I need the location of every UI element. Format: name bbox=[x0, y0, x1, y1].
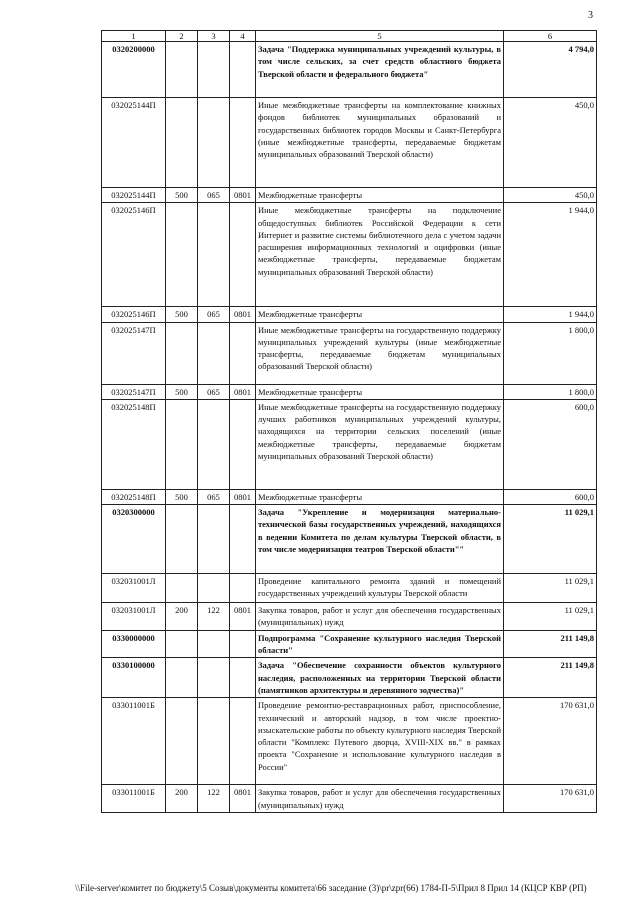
row-code-cell: 032025144П bbox=[102, 188, 166, 203]
row-rp-cell bbox=[230, 658, 256, 698]
header-cell: 3 bbox=[198, 31, 230, 42]
row-amount-cell: 170 631,0 bbox=[504, 698, 597, 785]
row-description-cell: Задача "Поддержка муниципальных учреждений культуры, в том числе сельских, за счет средств областного бюджета Тверской области и федерального бюджета" bbox=[256, 42, 504, 98]
table-row bbox=[102, 574, 597, 603]
row-amount-cell: 170 631,0 bbox=[504, 785, 597, 813]
row-amount-cell: 1 800,0 bbox=[504, 384, 597, 399]
row-description-cell: Межбюджетные трансферты bbox=[256, 188, 504, 203]
row-kvr-cell: 500 bbox=[166, 384, 198, 399]
row-ved-cell bbox=[198, 203, 230, 307]
header-cell: 1 bbox=[102, 31, 166, 42]
row-code-cell: 032025148П bbox=[102, 399, 166, 489]
row-description-cell: Иные межбюджетные трансферты на государственную поддержку муниципальных учреждений культуры (иные межбюджетные трансферты, передаваемые бюджетам муниципальных образований Тверской области) bbox=[256, 322, 504, 384]
row-code-cell: 032025148П bbox=[102, 489, 166, 504]
row-description-cell: Подпрограмма "Сохранение культурного наследия Тверской области" bbox=[256, 630, 504, 658]
row-rp-cell bbox=[230, 203, 256, 307]
row-rp-cell bbox=[230, 399, 256, 489]
row-ved-cell: 065 bbox=[198, 307, 230, 322]
row-description-cell: Проведение ремонтно-реставрационных работ, приспособление, технический и авторский надзор, в том числе проектно-изыскательские работы по объекту культурного наследия Тверской области "Комплекс Путевого дворца, XVIII-XIX вв." в рамках проекта "Сохранение и использование культурного наследия в России" bbox=[256, 698, 504, 785]
row-rp-cell: 0801 bbox=[230, 307, 256, 322]
row-ved-cell bbox=[198, 698, 230, 785]
row-ved-cell bbox=[198, 574, 230, 603]
row-amount-cell: 11 029,1 bbox=[504, 505, 597, 574]
row-ved-cell bbox=[198, 630, 230, 658]
table-row bbox=[102, 384, 597, 399]
table-row bbox=[102, 203, 597, 307]
file-path-footer: \\File-server\комитет по бюджету\5 Созыв\документы комитета\66 заседание (3)\pr\zpr(66) 1784-П-5\Прил 8 Прил 14 (КЦСР КВР (РП) bbox=[75, 883, 587, 893]
row-amount-cell: 1 944,0 bbox=[504, 203, 597, 307]
header-cell: 6 bbox=[504, 31, 597, 42]
row-kvr-cell bbox=[166, 322, 198, 384]
table-row bbox=[102, 630, 597, 658]
row-description-cell: Иные межбюджетные трансферты на государственную поддержку лучших работников муниципальных учреждений культуры, находящихся на территории сельских поселений (иные межбюджетные трансферты, передаваемые бюджетам муниципальных образований Тверской области) bbox=[256, 399, 504, 489]
row-code-cell: 0330000000 bbox=[102, 630, 166, 658]
row-ved-cell: 122 bbox=[198, 603, 230, 631]
row-ved-cell bbox=[198, 505, 230, 574]
row-kvr-cell: 200 bbox=[166, 785, 198, 813]
row-kvr-cell bbox=[166, 505, 198, 574]
row-kvr-cell bbox=[166, 203, 198, 307]
row-amount-cell: 211 149,8 bbox=[504, 658, 597, 698]
header-row bbox=[102, 31, 597, 42]
row-code-cell: 032031001Л bbox=[102, 603, 166, 631]
table-row bbox=[102, 98, 597, 188]
table-row bbox=[102, 505, 597, 574]
table-row bbox=[102, 322, 597, 384]
table-row bbox=[102, 658, 597, 698]
row-rp-cell bbox=[230, 574, 256, 603]
row-ved-cell bbox=[198, 322, 230, 384]
row-rp-cell: 0801 bbox=[230, 489, 256, 504]
row-amount-cell: 11 029,1 bbox=[504, 574, 597, 603]
row-rp-cell bbox=[230, 630, 256, 658]
table-row bbox=[102, 42, 597, 98]
row-kvr-cell bbox=[166, 399, 198, 489]
header-cell: 5 bbox=[256, 31, 504, 42]
row-description-cell: Проведение капитального ремонта зданий и помещений государственных учреждений культуры Тверской области bbox=[256, 574, 504, 603]
row-description-cell: Закупка товаров, работ и услуг для обеспечения государственных (муниципальных) нужд bbox=[256, 785, 504, 813]
row-amount-cell: 211 149,8 bbox=[504, 630, 597, 658]
row-rp-cell bbox=[230, 42, 256, 98]
row-amount-cell: 450,0 bbox=[504, 188, 597, 203]
header-cell: 4 bbox=[230, 31, 256, 42]
table-row bbox=[102, 399, 597, 489]
row-amount-cell: 4 794,0 bbox=[504, 42, 597, 98]
row-ved-cell bbox=[198, 658, 230, 698]
row-ved-cell bbox=[198, 98, 230, 188]
row-description-cell: Задача "Обеспечение сохранности объектов культурного наследия, расположенных на территории Тверской области (памятников архитектуры и деревянного зодчества)" bbox=[256, 658, 504, 698]
row-rp-cell: 0801 bbox=[230, 785, 256, 813]
row-description-cell: Межбюджетные трансферты bbox=[256, 384, 504, 399]
row-ved-cell bbox=[198, 399, 230, 489]
row-amount-cell: 450,0 bbox=[504, 98, 597, 188]
row-code-cell: 032025146П bbox=[102, 307, 166, 322]
row-amount-cell: 1 800,0 bbox=[504, 322, 597, 384]
row-description-cell: Иные межбюджетные трансферты на подключение общедоступных библиотек Российской Федерации к сети Интернет и развитие системы библиотечного дела с учетом задачи расширения информационных технологий и оцифровки (иные межбюджетные трансферты, передаваемые бюджетам муниципальных образований Тверской области) bbox=[256, 203, 504, 307]
row-amount-cell: 600,0 bbox=[504, 399, 597, 489]
row-kvr-cell bbox=[166, 42, 198, 98]
row-description-cell: Иные межбюджетные трансферты на комплектование книжных фондов библиотек муниципальных образований и государственных библиотек городов Москвы и Санкт-Петербурга (иные межбюджетные трансферты, передаваемые бюджетам муниципальных образований Тверской области) bbox=[256, 98, 504, 188]
row-kvr-cell bbox=[166, 698, 198, 785]
row-amount-cell: 1 944,0 bbox=[504, 307, 597, 322]
row-amount-cell: 11 029,1 bbox=[504, 603, 597, 631]
row-rp-cell: 0801 bbox=[230, 188, 256, 203]
header-cell: 2 bbox=[166, 31, 198, 42]
row-rp-cell: 0801 bbox=[230, 384, 256, 399]
row-rp-cell bbox=[230, 505, 256, 574]
row-description-cell: Межбюджетные трансферты bbox=[256, 489, 504, 504]
row-code-cell: 0320300000 bbox=[102, 505, 166, 574]
row-amount-cell: 600,0 bbox=[504, 489, 597, 504]
row-ved-cell: 065 bbox=[198, 489, 230, 504]
row-code-cell: 032025146П bbox=[102, 203, 166, 307]
budget-table bbox=[101, 30, 597, 813]
row-kvr-cell bbox=[166, 630, 198, 658]
row-kvr-cell bbox=[166, 98, 198, 188]
row-rp-cell bbox=[230, 98, 256, 188]
row-code-cell: 032025147П bbox=[102, 322, 166, 384]
table-row bbox=[102, 188, 597, 203]
row-rp-cell bbox=[230, 698, 256, 785]
table-row bbox=[102, 603, 597, 631]
row-ved-cell: 122 bbox=[198, 785, 230, 813]
row-code-cell: 0320200000 bbox=[102, 42, 166, 98]
row-kvr-cell bbox=[166, 658, 198, 698]
row-kvr-cell: 500 bbox=[166, 307, 198, 322]
row-code-cell: 033011001Б bbox=[102, 698, 166, 785]
row-ved-cell: 065 bbox=[198, 384, 230, 399]
row-kvr-cell: 200 bbox=[166, 603, 198, 631]
row-code-cell: 032025147П bbox=[102, 384, 166, 399]
table-row bbox=[102, 698, 597, 785]
row-kvr-cell: 500 bbox=[166, 489, 198, 504]
row-rp-cell bbox=[230, 322, 256, 384]
page-number: 3 bbox=[588, 10, 593, 21]
table-row bbox=[102, 489, 597, 504]
row-rp-cell: 0801 bbox=[230, 603, 256, 631]
row-ved-cell bbox=[198, 42, 230, 98]
row-kvr-cell bbox=[166, 574, 198, 603]
row-kvr-cell: 500 bbox=[166, 188, 198, 203]
row-description-cell: Задача "Укрепление и модернизация материально-технической базы государственных учреждений, находящихся в ведении Комитета по делам культуры Тверской области, в том числе модернизация театров Тверской области"" bbox=[256, 505, 504, 574]
row-description-cell: Закупка товаров, работ и услуг для обеспечения государственных (муниципальных) нужд bbox=[256, 603, 504, 631]
row-code-cell: 032031001Л bbox=[102, 574, 166, 603]
row-code-cell: 0330100000 bbox=[102, 658, 166, 698]
table-row bbox=[102, 785, 597, 813]
row-ved-cell: 065 bbox=[198, 188, 230, 203]
row-code-cell: 033011001Б bbox=[102, 785, 166, 813]
table-row bbox=[102, 307, 597, 322]
row-description-cell: Межбюджетные трансферты bbox=[256, 307, 504, 322]
row-code-cell: 032025144П bbox=[102, 98, 166, 188]
